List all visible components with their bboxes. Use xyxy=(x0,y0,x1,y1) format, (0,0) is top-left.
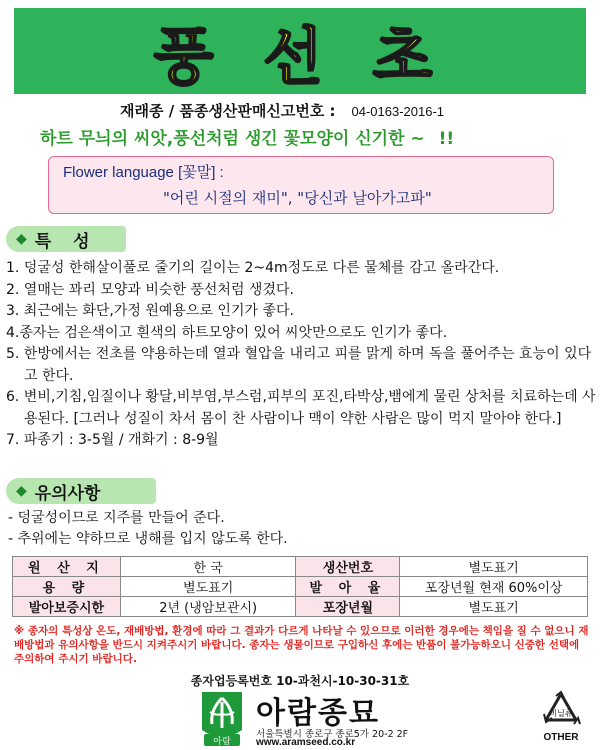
table-cell: 2년 (냉암보관시) xyxy=(120,597,296,617)
company-address: 서울특별시 종로구 종로5가 20-2 2F xyxy=(256,729,409,740)
diamond-icon: ◆ xyxy=(16,231,27,247)
title-banner xyxy=(14,8,586,94)
list-item: 1. 덩굴성 한해살이풀로 줄기의 길이는 2~4m정도로 다른 물체를 감고 올라간다. xyxy=(6,260,500,276)
tagline xyxy=(40,124,600,150)
flower-language-box xyxy=(48,156,554,214)
features-list xyxy=(6,258,596,452)
company-logo xyxy=(196,690,248,746)
features-section-label: 특 성 xyxy=(34,231,98,252)
tagline-text: 하트 무늬의 씨앗,풍선처럼 생긴 꽃모양이 신기한 ~ xyxy=(40,129,425,149)
table-cell: 별도표기 xyxy=(400,557,588,577)
diamond-icon: ◆ xyxy=(16,483,27,499)
recycle-top-text: 비닐류 xyxy=(549,709,573,718)
recycle-icon xyxy=(534,690,588,746)
table-row xyxy=(13,577,588,597)
company-name: 아람종묘 xyxy=(256,696,380,731)
registration-label: 재래종 / 품종생산판매신고번호 : xyxy=(120,102,336,120)
list-item: - 추위에는 약하므로 냉해를 입지 않도록 한다. xyxy=(8,531,288,547)
product-title: 풍 선 초 xyxy=(153,19,447,93)
tagline-exclaim: !! xyxy=(438,129,455,149)
table-cell: 생산번호 xyxy=(296,557,400,577)
caution-list xyxy=(8,508,598,550)
logo-text: 아람 xyxy=(213,737,231,746)
caution-section-tag xyxy=(6,478,156,504)
company-registration: 종자업등록번호 10-과천시-10-30-31호 xyxy=(190,674,410,688)
table-cell: 포장년월 xyxy=(296,597,400,617)
list-item: 2. 열매는 꽈리 모양과 비슷한 풍선처럼 생겼다. xyxy=(6,281,294,298)
table-cell: 한 국 xyxy=(120,557,296,577)
flower-language-title: Flower language [꽃말] : xyxy=(63,164,224,181)
table-row xyxy=(13,597,588,617)
table-cell: 발아보증시한 xyxy=(13,597,121,617)
disclaimer-notice: ※ 종자의 특성상 온도, 재배방법, 환경에 따라 그 결과가 다르게 나타날 수 있으므로 이러한 경우에는 책임을 질 수 없으니 재배방법과 유의사항을 반드시 지켜주시기 바랍니다. 종자는 생물이므로 구입하신 후에는 반품이 불가능하오니 신중한 선택에 주의하여 주시기 바랍니다. xyxy=(14,625,589,665)
features-section-tag xyxy=(6,226,126,252)
table-cell: 발 아 율 xyxy=(296,577,400,597)
list-item: 5. 한방에서는 전초를 약용하는데 열과 혈압을 내리고 피를 맑게 하며 독을 풀어주는 효능이 있다고 한다. xyxy=(6,346,592,384)
company-url: www.aramseed.co.kr xyxy=(256,737,356,748)
info-table xyxy=(12,556,588,617)
caution-section-label: 유의사항 xyxy=(34,483,101,504)
recycle-bottom-text: OTHER xyxy=(543,732,579,743)
table-cell: 용 량 xyxy=(13,577,121,597)
registration-number: 04-0163-2016-1 xyxy=(351,104,445,119)
table-cell: 별도표기 xyxy=(120,577,296,597)
table-cell: 원 산 지 xyxy=(13,557,121,577)
registration-line xyxy=(120,100,590,122)
table-cell: 포장년월 현재 60%이상 xyxy=(400,577,588,597)
list-item: - 덩굴성이므로 지주를 만들어 준다. xyxy=(8,510,225,526)
table-row xyxy=(13,557,588,577)
list-item: 7. 파종기 : 3-5월 / 개화기 : 8-9월 xyxy=(6,432,219,448)
list-item: 6. 변비,기침,임질이나 황달,비부염,부스럼,피부의 포진,타박상,뱀에게 물린 상처를 치료하는데 사용된다. [그러나 성질이 차서 몸이 찬 사람이나 맥이 약한 사람은 많이 먹지 말아야 한다.] xyxy=(6,389,596,427)
flower-language-body: "어린 시절의 재미", "당신과 날아가고파" xyxy=(163,189,432,207)
table-cell: 별도표기 xyxy=(400,597,588,617)
list-item: 3. 최근에는 화단,가정 원예용으로 인기가 좋다. xyxy=(6,303,294,319)
list-item: 4.종자는 검은색이고 흰색의 하트모양이 있어 씨앗만으로도 인기가 좋다. xyxy=(6,324,448,341)
